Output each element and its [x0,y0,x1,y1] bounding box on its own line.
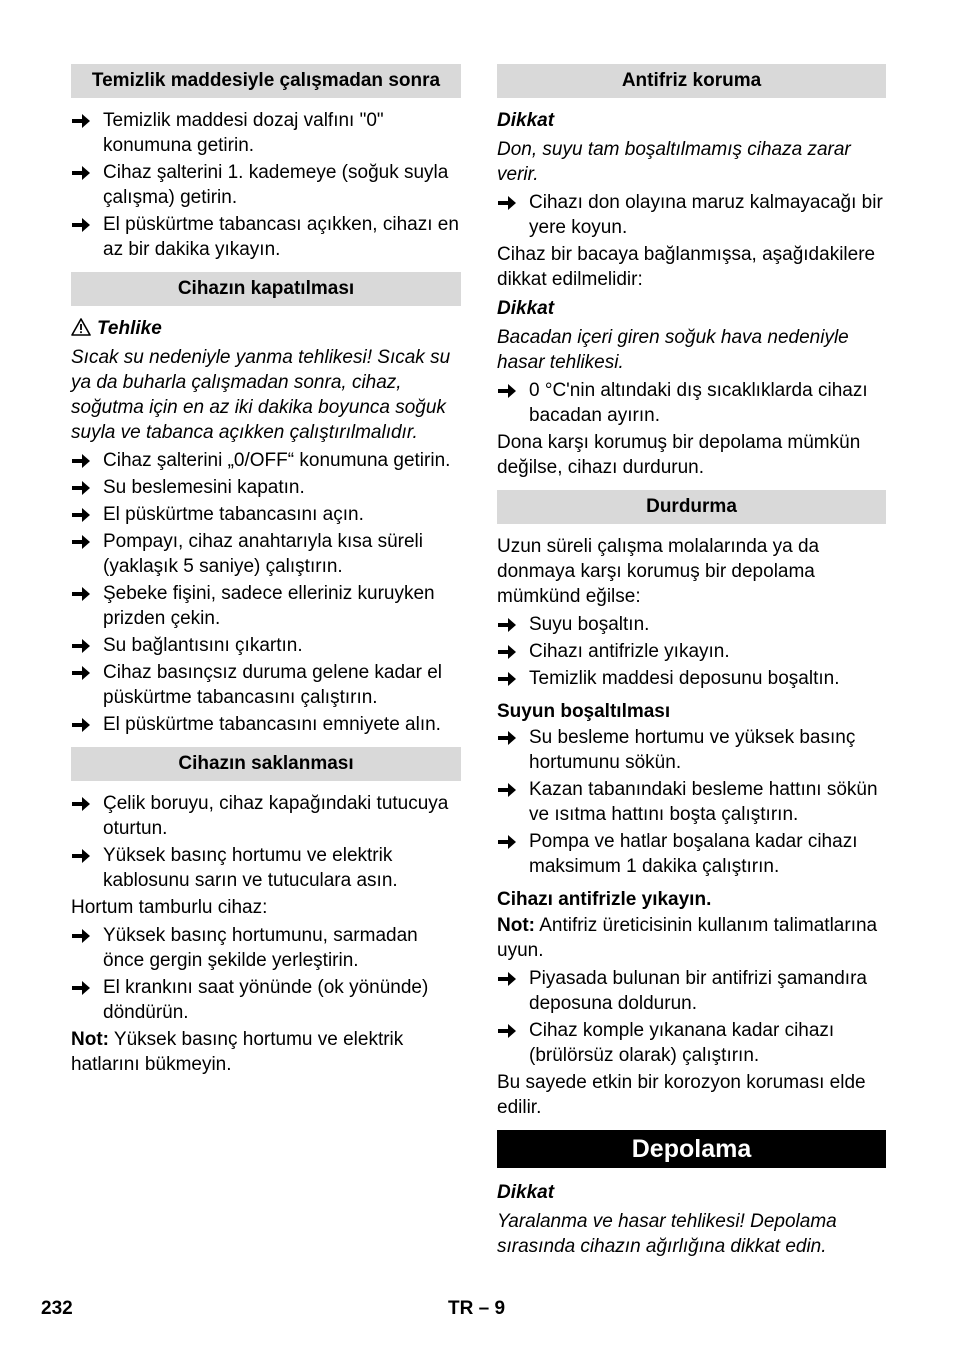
bullet-item [71,660,461,710]
arrow-icon [498,618,516,632]
note-text: Yüksek basınç hortumu ve elektrik hatlarını bükmeyin. [71,1029,404,1075]
bullet-item [71,475,461,500]
bullet-text: Çelik boruyu, cihaz kapağındaki tutucuya oturtun. [103,793,449,839]
bullet-item [71,975,461,1025]
arrow-icon [498,835,516,849]
bullet-text: Cihaz basınçsız duruma gelene kadar el püskürtme tabancasını çalıştırın. [103,662,443,708]
bullet-text: Su beslemesini kapatın. [103,477,305,498]
arrow-icon [72,797,90,811]
bullet-item [71,843,461,893]
bullet-text: Cihazı don olayına maruz kalmayacağı bir yere koyun. [529,192,883,238]
chapter-header: Depolama [497,1130,886,1168]
arrow-icon [72,114,90,128]
bullet-text: Yüksek basınç hortumunu, sarmadan önce gergin şekilde yerleştirin. [103,925,418,971]
bullet-text: Cihaz şalterini 1. kademeye (soğuk suyla çalışma) getirin. [103,162,449,208]
bullet-text: El püskürtme tabancasını açın. [103,504,364,525]
section-label: TR – 9 [448,1298,506,1319]
arrow-icon [72,587,90,601]
bullet-item [71,529,461,579]
warning-text: Don, suyu tam boşaltılmamış cihaza zarar verir. [497,139,851,185]
bullet-text: Su besleme hortumu ve yüksek basınç hortumunu sökün. [529,727,856,773]
arrow-icon [72,166,90,180]
bullet-text: Cihazı antifrizle yıkayın. [529,641,730,662]
bullet-item [497,966,886,1016]
arrow-icon [72,508,90,522]
warning-text: Yaralanma ve hasar tehlikesi! Depolama sırasında cihazın ağırlığına dikkat edin. [497,1211,837,1257]
bullet-item [71,448,461,473]
warning-text: Sıcak su nedeniyle yanma tehlikesi! Sıcak su ya da buharla çalışmadan sonra, cihaz, soğutma için en az iki dakika boyunca soğuk suyla ve tabanca açıkken çalıştırılmalıdır. [71,347,451,443]
subheading: Suyun boşaltılması [497,701,671,722]
bullet-item [497,725,886,775]
arrow-icon [498,196,516,210]
page-number: 232 [41,1298,73,1319]
bullet-text: 0 °C'nin altındaki dış sıcaklıklarda cihazı bacadan ayırın. [529,380,868,426]
arrow-icon [498,384,516,398]
bullet-text: El krankını saat yönünde (ok yönünde) döndürün. [103,977,429,1023]
bullet-text: Cihaz şalterini „0/OFF“ konumuna getirin. [103,450,451,471]
bullet-item [497,639,886,664]
arrow-icon [72,218,90,232]
arrow-icon [72,535,90,549]
arrow-icon [498,645,516,659]
note-label: Not: [71,1029,109,1050]
bullet-text: Temizlik maddesi dozaj valfını "0" konumuna getirin. [103,110,384,156]
caution-label: Dikkat [497,298,555,319]
arrow-icon [498,672,516,686]
bullet-item [71,791,461,841]
bullet-text: El püskürtme tabancası açıkken, cihazı en az bir dakika yıkayın. [103,214,459,260]
bullet-text: Suyu boşaltın. [529,614,650,635]
bullet-item [497,190,886,240]
paragraph: Cihaz bir bacaya bağlanmışsa, aşağıdakilere dikkat edilmelidir: [497,244,876,290]
bullet-text: Pompa ve hatlar boşalana kadar cihazı maksimum 1 dakika çalıştırın. [529,831,858,877]
bullet-item [71,581,461,631]
paragraph: Uzun süreli çalışma molalarında ya da donmaya karşı korumuş bir depolama mümkünd eğilse: [497,536,820,607]
section-header: Cihazın kapatılması [71,272,461,306]
arrow-icon [498,972,516,986]
note-paragraph [497,913,886,963]
arrow-icon [72,981,90,995]
bullet-item [71,633,461,658]
danger-label-text: Tehlike [97,318,162,339]
danger-label [71,316,461,341]
bullet-text: Piyasada bulunan bir antifrizi şamandıra deposuna doldurun. [529,968,867,1014]
bullet-item [497,378,886,428]
bullet-text: Cihaz komple yıkanana kadar cihazı (brülörsüz olarak) çalıştırın. [529,1020,835,1066]
bullet-item [71,160,461,210]
caution-label: Dikkat [497,1182,555,1203]
warning-text: Bacadan içeri giren soğuk hava nedeniyle hasar tehlikesi. [497,327,849,373]
arrow-icon [72,929,90,943]
bullet-item [497,829,886,879]
section-header: Durdurma [497,490,886,524]
section-header: Temizlik maddesiyle çalışmadan sonra [71,64,461,98]
bullet-item [497,612,886,637]
note-text: Antifriz üreticisinin kullanım talimatlarına uyun. [497,915,878,961]
arrow-icon [72,849,90,863]
arrow-icon [498,783,516,797]
bullet-text: El püskürtme tabancasını emniyete alın. [103,714,441,735]
section-header: Antifriz koruma [497,64,886,98]
paragraph: Hortum tamburlu cihaz: [71,897,268,918]
bullet-item [71,923,461,973]
right-column [497,64,886,1262]
bullet-item [71,108,461,158]
arrow-icon [72,454,90,468]
warning-triangle-icon [71,318,91,336]
arrow-icon [498,1024,516,1038]
paragraph: Bu sayede etkin bir korozyon koruması elde edilir. [497,1072,866,1118]
bullet-text: Temizlik maddesi deposunu boşaltın. [529,668,840,689]
bullet-text: Pompayı, cihaz anahtarıyla kısa süreli (yaklaşık 5 saniye) çalıştırın. [103,531,423,577]
bullet-item [497,666,886,691]
bullet-item [497,777,886,827]
bullet-text: Su bağlantısını çıkartın. [103,635,303,656]
subheading: Cihazı antifrizle yıkayın. [497,889,712,910]
bullet-item [71,212,461,262]
left-column [71,64,461,1080]
arrow-icon [72,639,90,653]
arrow-icon [72,666,90,680]
bullet-item [71,502,461,527]
arrow-icon [72,481,90,495]
paragraph: Dona karşı korumuş bir depolama mümkün değilse, cihazı durdurun. [497,432,861,478]
note-paragraph [71,1027,461,1077]
arrow-icon [72,718,90,732]
bullet-item [71,712,461,737]
section-header: Cihazın saklanması [71,747,461,781]
note-label: Not: [497,915,535,936]
bullet-text: Kazan tabanındaki besleme hattını sökün ve ısıtma hattını boşta çalıştırın. [529,779,878,825]
bullet-text: Yüksek basınç hortumu ve elektrik kablosunu sarın ve tutuculara asın. [103,845,398,891]
arrow-icon [498,731,516,745]
bullet-item [497,1018,886,1068]
bullet-text: Şebeke fişini, sadece elleriniz kuruyken prizden çekin. [103,583,435,629]
caution-label: Dikkat [497,110,555,131]
